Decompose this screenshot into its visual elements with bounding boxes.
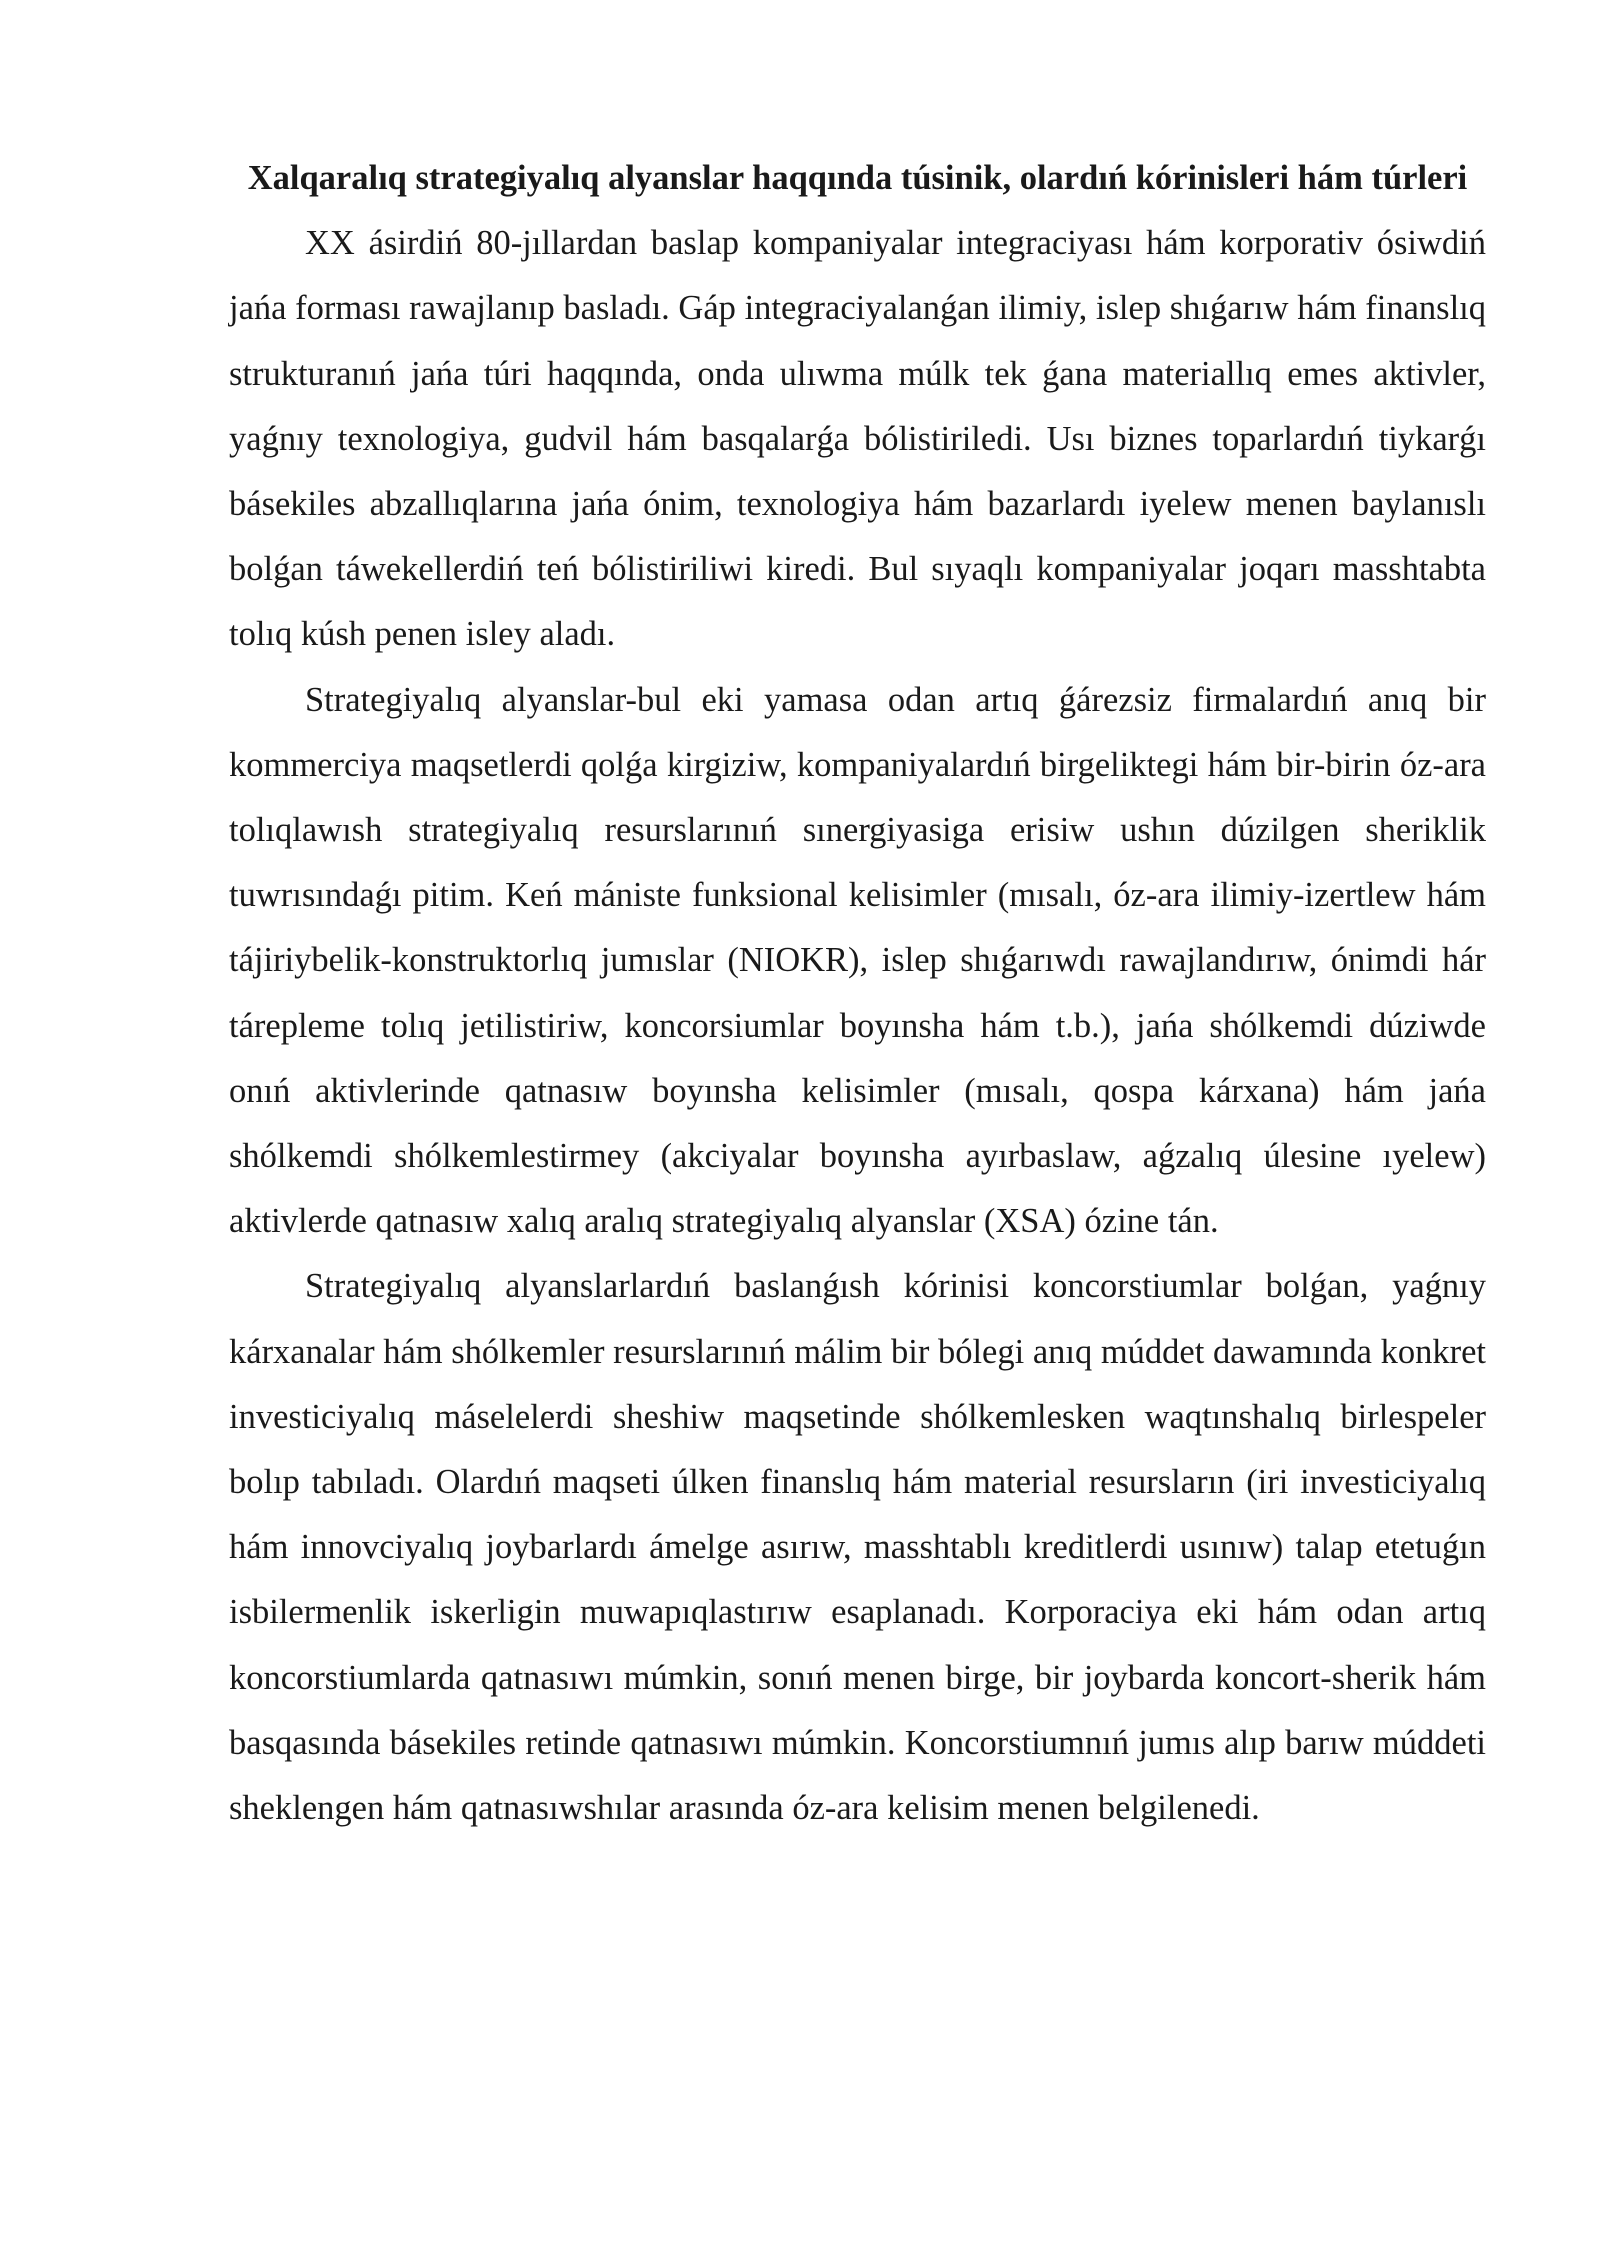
document-title: Xalqaralıq strategiyalıq alyanslar haqqında túsinik, olardıń kórinisleri hám túrleri bbox=[247, 159, 1468, 197]
paragraph-intro: XX ásirdiń 80-jıllardan baslap kompaniyalar integraciyası hám korporativ ósiwdiń jańa forması rawajlanıp basladı. Gáp integraciyalanǵan ilimiy, islep shıǵarıw hám finanslıq strukturanıń jańa túri haqqında, onda ulıwma múlk tek ǵana materiallıq emes aktivler, yaǵnıy texnologiya, gudvil hám basqalarǵa bólistiriledi. Usı biznes toparlardıń tiykarǵı básekiles abzallıqlarına jańa ónim, texnologiya hám bazarlardı iyelew menen baylanıslı bolǵan táwekellerdiń teń bólistiriliwi kiredi. Bul sıyaqlı kompaniyalar joqarı masshtabta tolıq kúsh penen isley aladı. bbox=[229, 224, 1486, 654]
paragraph-consortiums: Strategiyalıq alyanslarlardıń baslanǵısh kórinisi koncorstiumlar bolǵan, yaǵnıy kárxanalar hám shólkemler resurslarınıń málim bir bólegi anıq múddet dawamında konkret investiciyalıq máselelerdi sheshiw maqsetinde shólkemlesken waqtınshalıq birlespeler bolıp tabıladı. Olardıń maqseti úlken finanslıq hám material resursların (iri investiciyalıq hám innovciyalıq joybarlardı ámelge asırıw, masshtablı kreditlerdi usınıw) talap etetuǵın isbilermenlik iskerligin muwapıqlastırıw esaplanadı. Korporaciya eki hám odan artıq koncorstiumlarda qatnasıwı múmkin, sonıń menen birge, bir joybarda koncort-sherik hám basqasında básekiles retinde qatnasıwı múmkin. Koncorstiumnıń jumıs alıp barıw múddeti sheklengen hám qatnasıwshılar arasında óz-ara kelisim menen belgilenedi. bbox=[229, 1267, 1486, 1828]
document-body bbox=[229, 146, 1486, 1841]
paragraph-definition: Strategiyalıq alyanslar-bul eki yamasa odan artıq ǵárezsiz firmalardıń anıq bir kommerciya maqsetlerdi qolǵa kirgiziw, kompaniyalardıń birgeliktegi hám bir-birin óz-ara tolıqlawısh strategiyalıq resurslarınıń sınergiyasiga erisiw ushın dúzilgen sheriklik tuwrısındaǵı pitim. Keń mániste funksional kelisimler (mısalı, óz-ara ilimiy-izertlew hám tájiriybelik-konstruktorlıq jumıslar (NIOKR), islep shıǵarıwdı rawajlandırıw, ónimdi hár tárepleme tolıq jetilistiriw, koncorsiumlar boyınsha hám t.b.), jańa shólkemdi dúziwde onıń aktivlerinde qatnasıw boyınsha kelisimler (mısalı, qospa kárxana) hám jańa shólkemdi shólkemlestirmey (akciyalar boyınsha ayırbaslaw, aǵzalıq úlesine ıyelew) aktivlerde qatnasıw xalıq aralıq strategiyalıq alyanslar (XSA) ózine tán. bbox=[229, 680, 1486, 1241]
